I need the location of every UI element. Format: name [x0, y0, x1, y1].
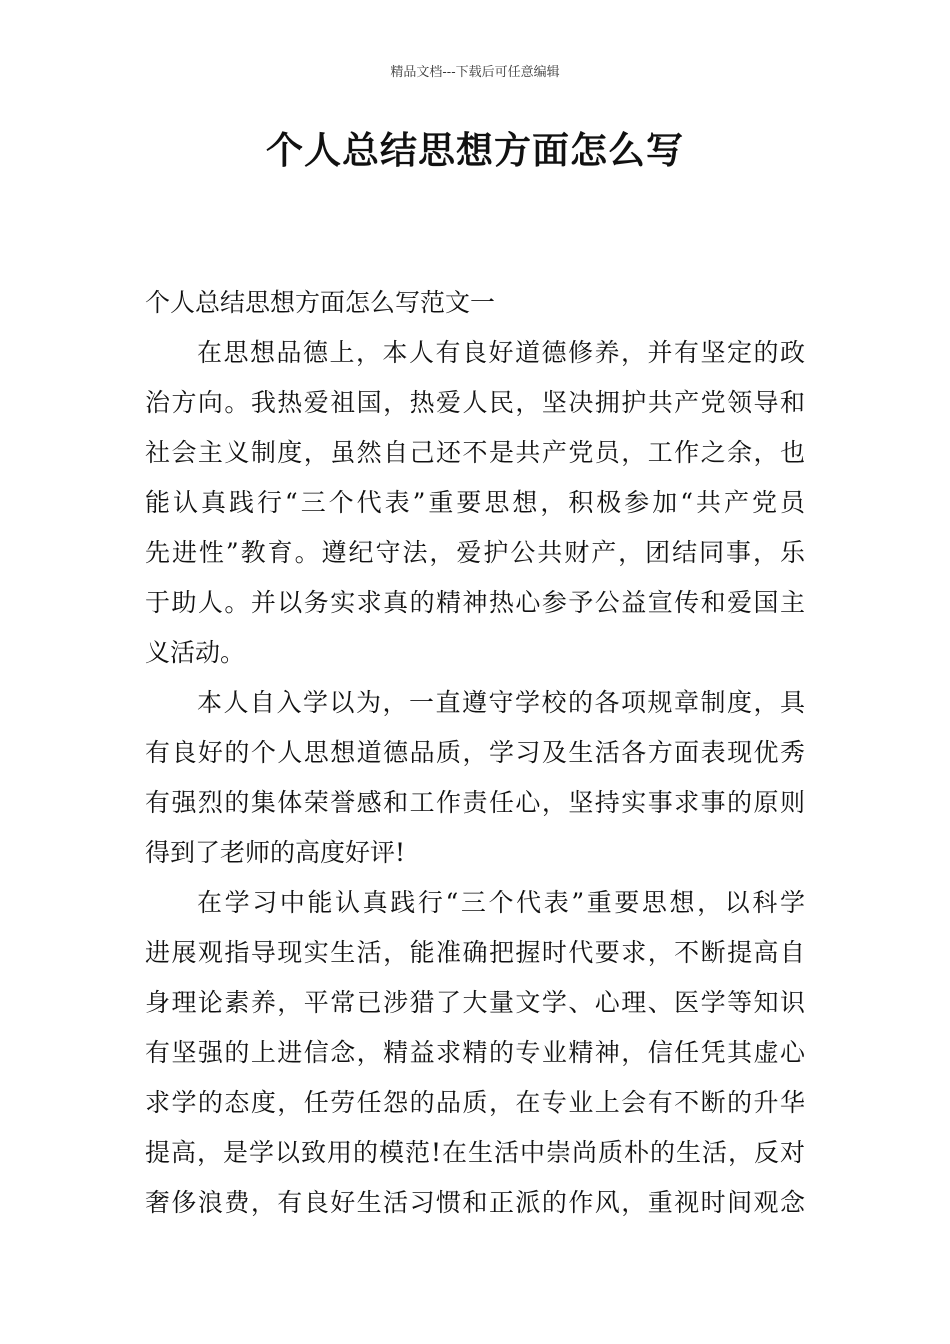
paragraph-line: 有良好的个人思想道德品质，学习及生活各方面表现优秀	[145, 738, 805, 767]
paragraph-line: 社会主义制度，虽然自己还不是共产党员，工作之余，也	[145, 438, 805, 467]
paragraph-line: 先进性”教育。遵纪守法，爱护公共财产，团结同事，乐	[145, 538, 805, 567]
paragraph-line: 在思想品德上，本人有良好道德修养，并有坚定的政	[197, 338, 805, 367]
document-title: 个人总结思想方面怎么写	[266, 128, 684, 172]
paragraph-line: 奢侈浪费，有良好生活习惯和正派的作风，重视时间观念	[145, 1188, 805, 1217]
paragraph-line: 能认真践行“三个代表”重要思想，积极参加“共产党员	[145, 488, 805, 517]
paragraph-line: 义活动。	[145, 638, 246, 667]
paragraph-2	[145, 678, 805, 878]
paragraph-line: 治方向。我热爱祖国，热爱人民，坚决拥护共产党领导和	[145, 388, 805, 417]
paragraph-line: 求学的态度，任劳任怨的品质，在专业上会有不断的升华	[145, 1088, 805, 1117]
paragraph-line: 在学习中能认真践行“三个代表”重要思想，以科学	[197, 888, 805, 917]
paragraph-3	[145, 878, 805, 1228]
paragraph-line: 身理论素养，平常已涉猎了大量文学、心理、医学等知识	[145, 988, 805, 1017]
paragraph-line: 有坚强的上进信念，精益求精的专业精神，信任凭其虚心	[145, 1038, 805, 1067]
paragraph-line: 得到了老师的高度好评!	[145, 838, 406, 867]
paragraph-line: 于助人。并以务实求真的精神热心参予公益宣传和爱国主	[145, 588, 805, 617]
paragraph-line: 提高，是学以致用的模范!在生活中崇尚质朴的生活，反对	[145, 1138, 805, 1167]
paragraph-line: 进展观指导现实生活，能准确把握时代要求，不断提高自	[145, 938, 805, 967]
paragraph-line: 有强烈的集体荣誉感和工作责任心，坚持实事求事的原则	[145, 788, 805, 817]
document-body	[145, 278, 805, 1228]
header-note: 精品文档---下载后可任意编辑	[390, 65, 560, 80]
section-heading: 个人总结思想方面怎么写范文一	[145, 288, 496, 317]
paragraph-1	[145, 328, 805, 678]
paragraph-line: 本人自入学以为，一直遵守学校的各项规章制度，具	[197, 688, 805, 717]
